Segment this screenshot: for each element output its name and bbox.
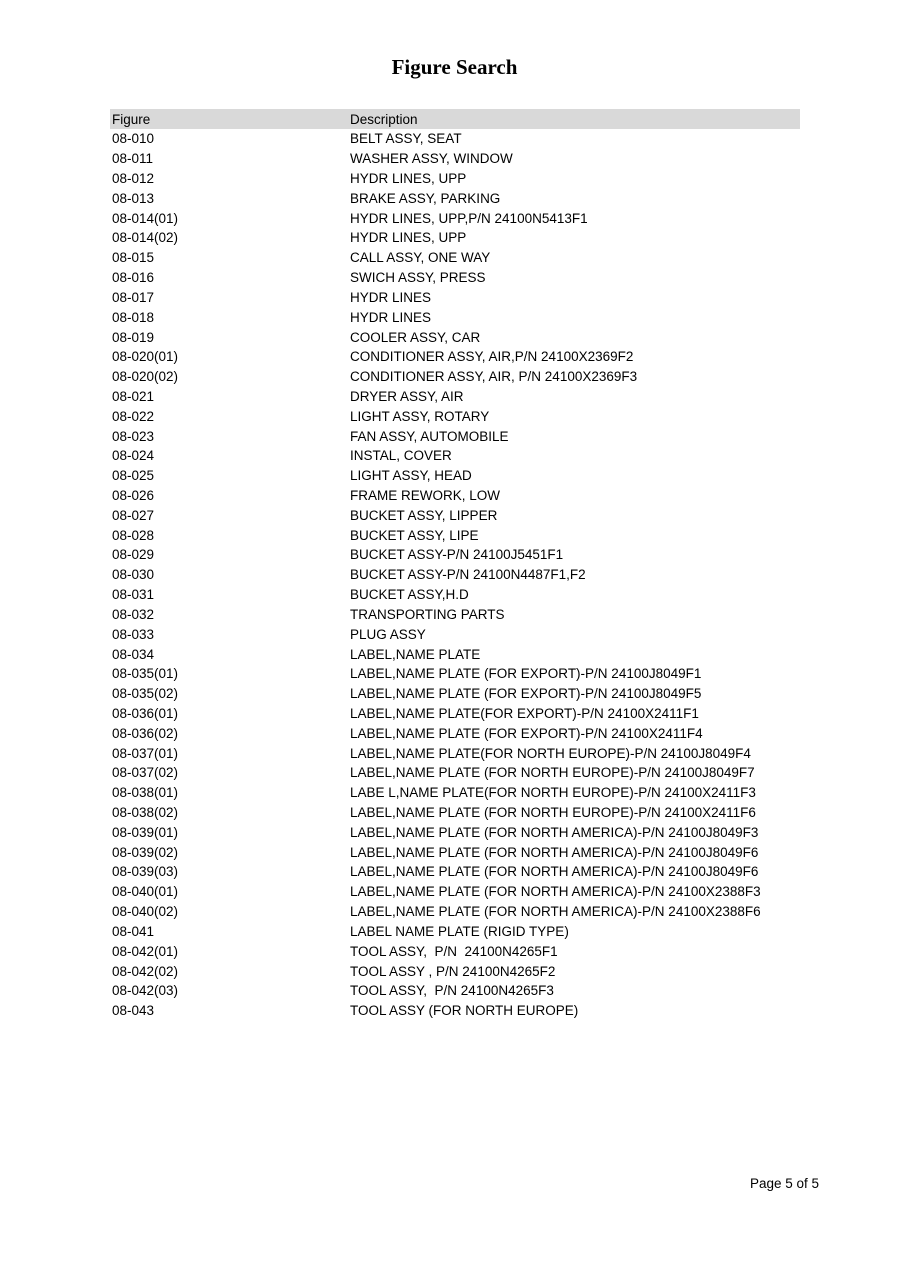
figure-number: 08-026 <box>112 488 155 504</box>
figure-number: 08-013 <box>112 190 155 206</box>
figure-number: 08-031 <box>112 587 155 603</box>
figure-description: CALL ASSY, ONE WAY <box>350 250 491 266</box>
figure-number: 08-022 <box>112 408 155 424</box>
table-row <box>110 723 800 743</box>
figure-description: WASHER ASSY, WINDOW <box>350 151 513 167</box>
figure-description: CONDITIONER ASSY, AIR, P/N 24100X2369F3 <box>350 369 638 385</box>
figure-number: 08-028 <box>112 527 155 543</box>
table-row <box>110 664 800 684</box>
figure-number: 08-017 <box>112 289 155 305</box>
figure-description: BELT ASSY, SEAT <box>350 131 462 147</box>
table-row <box>110 367 800 387</box>
figure-number: 08-032 <box>112 606 155 622</box>
table-row <box>110 525 800 545</box>
figure-description: HYDR LINES, UPP,P/N 24100N5413F1 <box>350 210 588 226</box>
table-row <box>110 129 800 149</box>
figure-description: INSTAL, COVER <box>350 448 452 464</box>
figure-number: 08-042(02) <box>112 963 179 979</box>
table-row <box>110 327 800 347</box>
table-row <box>110 882 800 902</box>
table-row <box>110 941 800 961</box>
figure-description: LABEL,NAME PLATE (FOR EXPORT)-P/N 24100J8049F1 <box>350 666 702 682</box>
table-row <box>110 822 800 842</box>
figure-description: PLUG ASSY <box>350 626 426 642</box>
table-row <box>110 862 800 882</box>
figure-description: LABEL,NAME PLATE (FOR NORTH AMERICA)-P/N 24100J8049F3 <box>350 824 759 840</box>
figure-number: 08-035(02) <box>112 686 179 702</box>
figure-number: 08-012 <box>112 171 155 187</box>
table-row <box>110 624 800 644</box>
figure-description: FAN ASSY, AUTOMOBILE <box>350 428 509 444</box>
table-row <box>110 684 800 704</box>
figure-number: 08-020(01) <box>112 349 179 365</box>
figure-number: 08-010 <box>112 131 155 147</box>
figure-number: 08-030 <box>112 567 155 583</box>
column-header-figure: Figure <box>112 111 151 127</box>
page-number: Page 5 of 5 <box>749 1176 819 1191</box>
figure-description: BRAKE ASSY, PARKING <box>350 190 501 206</box>
figure-number: 08-039(01) <box>112 824 179 840</box>
table-row <box>110 228 800 248</box>
table-row <box>110 466 800 486</box>
table-row <box>110 188 800 208</box>
figure-description: BUCKET ASSY-P/N 24100N4487F1,F2 <box>350 567 586 583</box>
table-row <box>110 783 800 803</box>
page-title: Figure Search <box>391 55 518 79</box>
figure-description: LABEL,NAME PLATE (FOR NORTH AMERICA)-P/N 24100J8049F6 <box>350 844 759 860</box>
table-row <box>110 961 800 981</box>
figure-description: TRANSPORTING PARTS <box>350 606 505 622</box>
figure-number: 08-015 <box>112 250 155 266</box>
table-row <box>110 763 800 783</box>
table-row <box>110 426 800 446</box>
figure-number: 08-035(01) <box>112 666 179 682</box>
table-row <box>110 208 800 228</box>
figure-number: 08-037(02) <box>112 765 179 781</box>
figure-number: 08-041 <box>112 923 155 939</box>
table-row <box>110 268 800 288</box>
table-row <box>110 169 800 189</box>
figure-description: LABEL,NAME PLATE (FOR NORTH EUROPE)-P/N 24100X2411F6 <box>350 805 756 821</box>
figure-description: LABE L,NAME PLATE(FOR NORTH EUROPE)-P/N 24100X2411F3 <box>350 785 756 801</box>
figure-description: TOOL ASSY, P/N 24100N4265F1 <box>350 943 558 959</box>
table-row <box>110 248 800 268</box>
figure-number: 08-036(01) <box>112 705 179 721</box>
column-header-description: Description <box>350 111 418 127</box>
table-row <box>110 288 800 308</box>
figure-table <box>110 109 800 1021</box>
figure-description: LABEL,NAME PLATE (FOR NORTH EUROPE)-P/N 24100J8049F7 <box>350 765 755 781</box>
figure-number: 08-043 <box>112 1003 155 1019</box>
table-header <box>110 109 800 129</box>
table-row <box>110 406 800 426</box>
figure-number: 08-021 <box>112 388 155 404</box>
table-row <box>110 605 800 625</box>
figure-description: LABEL,NAME PLATE (FOR NORTH AMERICA)-P/N 24100J8049F6 <box>350 864 759 880</box>
figure-description: LABEL NAME PLATE (RIGID TYPE) <box>350 923 569 939</box>
figure-number: 08-024 <box>112 448 155 464</box>
figure-number: 08-037(01) <box>112 745 179 761</box>
figure-number: 08-019 <box>112 329 155 345</box>
table-row <box>110 149 800 169</box>
table-row <box>110 842 800 862</box>
figure-description: LABEL,NAME PLATE(FOR NORTH EUROPE)-P/N 24100J8049F4 <box>350 745 751 761</box>
figure-number: 08-039(02) <box>112 844 179 860</box>
table-row <box>110 803 800 823</box>
table-row <box>110 981 800 1001</box>
figure-description: HYDR LINES, UPP <box>350 230 467 246</box>
figure-number: 08-038(01) <box>112 785 179 801</box>
figure-number: 08-020(02) <box>112 369 179 385</box>
figure-description: BUCKET ASSY, LIPE <box>350 527 479 543</box>
table-body <box>110 129 800 1021</box>
figure-description: BUCKET ASSY,H.D <box>350 587 469 603</box>
figure-description: TOOL ASSY , P/N 24100N4265F2 <box>350 963 556 979</box>
table-row <box>110 307 800 327</box>
table-row <box>110 1001 800 1021</box>
figure-number: 08-016 <box>112 270 155 286</box>
figure-description: TOOL ASSY, P/N 24100N4265F3 <box>350 983 554 999</box>
figure-description: TOOL ASSY (FOR NORTH EUROPE) <box>350 1003 579 1019</box>
figure-number: 08-042(01) <box>112 943 179 959</box>
table-row <box>110 704 800 724</box>
figure-description: SWICH ASSY, PRESS <box>350 270 486 286</box>
figure-number: 08-034 <box>112 646 155 662</box>
figure-description: LABEL,NAME PLATE (FOR EXPORT)-P/N 24100X2411F4 <box>350 725 703 741</box>
figure-description: LABEL,NAME PLATE <box>350 646 481 662</box>
figure-description: COOLER ASSY, CAR <box>350 329 481 345</box>
table-row <box>110 902 800 922</box>
figure-description: LABEL,NAME PLATE(FOR EXPORT)-P/N 24100X2411F1 <box>350 705 699 721</box>
figure-description: LIGHT ASSY, HEAD <box>350 468 472 484</box>
table-row <box>110 743 800 763</box>
table-row <box>110 505 800 525</box>
figure-description: FRAME REWORK, LOW <box>350 488 501 504</box>
figure-number: 08-011 <box>112 151 154 167</box>
figure-number: 08-014(01) <box>112 210 179 226</box>
figure-description: HYDR LINES, UPP <box>350 171 467 187</box>
figure-number: 08-025 <box>112 468 155 484</box>
table-row <box>110 387 800 407</box>
figure-number: 08-029 <box>112 547 155 563</box>
figure-description: LIGHT ASSY, ROTARY <box>350 408 490 424</box>
table-row <box>110 347 800 367</box>
figure-description: CONDITIONER ASSY, AIR,P/N 24100X2369F2 <box>350 349 634 365</box>
figure-number: 08-027 <box>112 507 155 523</box>
figure-description: LABEL,NAME PLATE (FOR NORTH AMERICA)-P/N 24100X2388F3 <box>350 884 761 900</box>
table-row <box>110 446 800 466</box>
table-row <box>110 545 800 565</box>
table-row <box>110 585 800 605</box>
table-row <box>110 486 800 506</box>
figure-description: LABEL,NAME PLATE (FOR NORTH AMERICA)-P/N 24100X2388F6 <box>350 904 761 920</box>
table-row <box>110 922 800 942</box>
figure-number: 08-033 <box>112 626 155 642</box>
figure-number: 08-042(03) <box>112 983 179 999</box>
figure-description: BUCKET ASSY, LIPPER <box>350 507 498 523</box>
figure-description: HYDR LINES <box>350 289 432 305</box>
figure-number: 08-036(02) <box>112 725 179 741</box>
figure-number: 08-040(02) <box>112 904 179 920</box>
figure-description: DRYER ASSY, AIR <box>350 388 464 404</box>
figure-number: 08-039(03) <box>112 864 179 880</box>
figure-number: 08-014(02) <box>112 230 179 246</box>
figure-description: HYDR LINES <box>350 309 432 325</box>
figure-number: 08-023 <box>112 428 155 444</box>
figure-description: BUCKET ASSY-P/N 24100J5451F1 <box>350 547 564 563</box>
table-row <box>110 565 800 585</box>
figure-number: 08-040(01) <box>112 884 179 900</box>
figure-number: 08-018 <box>112 309 155 325</box>
table-row <box>110 644 800 664</box>
figure-number: 08-038(02) <box>112 805 179 821</box>
figure-description: LABEL,NAME PLATE (FOR EXPORT)-P/N 24100J8049F5 <box>350 686 702 702</box>
